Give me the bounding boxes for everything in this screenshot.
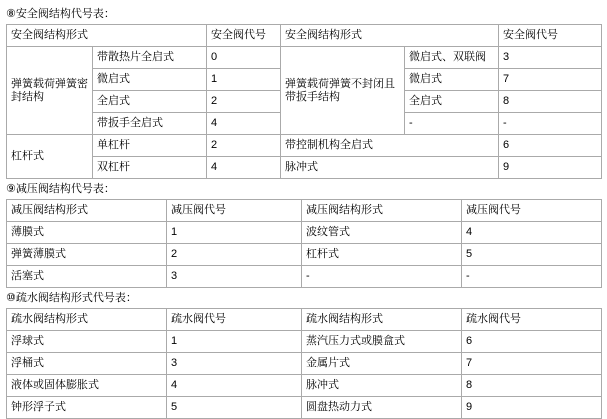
table-cell: 波纹管式 [302,222,462,244]
table-cell: 带扳手全启式 [93,113,207,135]
table-cell: 4 [167,375,302,397]
table-cell: 5 [167,397,302,419]
table-cell: 9 [499,157,602,179]
table-cell: 2 [167,244,302,266]
table-header-cell: 减压阀代号 [167,200,302,222]
table-header-cell: 减压阀结构形式 [7,200,167,222]
table-cell: 全启式 [93,91,207,113]
table-row [7,353,602,375]
table-header-cell: 减压阀代号 [462,200,602,222]
group-label-cell: 弹簧载荷弹簧不封闭且带扳手结构 [281,47,405,135]
table-cell: 微启式 [405,69,499,91]
table-row [7,375,602,397]
table-row [7,266,602,288]
table-cell: 薄膜式 [7,222,167,244]
table-header-row [7,25,602,47]
table-cell: - [499,113,602,135]
table-cell: 钟形浮子式 [7,397,167,419]
table-cell: 杠杆式 [302,244,462,266]
table-header-cell: 安全阀代号 [207,25,281,47]
pressure-reducing-valve-code-table [6,199,602,288]
section-title-steam-trap: ⑩疏水阀结构形式代号表： [6,292,137,304]
table-cell: 双杠杆 [93,157,207,179]
table-cell: 脉冲式 [302,375,462,397]
table-header-cell: 疏水阀代号 [167,309,302,331]
table-header-cell: 安全阀结构形式 [281,25,499,47]
group-label-cell: 弹簧载荷弹簧密封结构 [7,47,93,135]
table-cell: 单杠杆 [93,135,207,157]
table-header-row [7,309,602,331]
table-header-cell: 安全阀结构形式 [7,25,207,47]
table-header-cell: 安全阀代号 [499,25,602,47]
table-cell: 8 [499,91,602,113]
table-cell: 蒸汽压力式或膜盒式 [302,331,462,353]
table-cell: 6 [499,135,602,157]
table-header-row [7,200,602,222]
table-row [7,331,602,353]
table-cell: - [405,113,499,135]
table-row [7,397,602,419]
table-cell: 7 [499,69,602,91]
table-cell: 全启式 [405,91,499,113]
table-cell: 2 [207,135,281,157]
table-cell: 8 [462,375,602,397]
table-cell: 3 [499,47,602,69]
table-row [7,244,602,266]
steam-trap-code-table [6,308,602,419]
table-cell: 1 [167,331,302,353]
table-cell: 1 [207,69,281,91]
table-cell: 浮球式 [7,331,167,353]
table-header-cell: 疏水阀代号 [462,309,602,331]
table-cell: - [462,266,602,288]
safety-valve-code-table [6,24,602,179]
table-header-cell: 疏水阀结构形式 [7,309,167,331]
table-cell: 9 [462,397,602,419]
table-cell: 2 [207,91,281,113]
table-cell: 1 [167,222,302,244]
table-cell: 弹簧薄膜式 [7,244,167,266]
table-cell: 4 [462,222,602,244]
table-cell: 圆盘热动力式 [302,397,462,419]
table-cell: 3 [167,266,302,288]
table-row [7,135,602,157]
table-cell: 液体或固体膨胀式 [7,375,167,397]
table-cell: 金属片式 [302,353,462,375]
table-cell: 4 [207,113,281,135]
table-cell: 微启式 [93,69,207,91]
table-cell: 6 [462,331,602,353]
section-title-safety-valve: ⑧安全阀结构代号表： [6,8,115,20]
table-cell: 活塞式 [7,266,167,288]
section-title-pressure-reducing-valve: ⑨减压阀结构代号表： [6,183,115,195]
group-label-cell: 杠杆式 [7,135,93,179]
table-row [7,157,602,179]
table-cell: 带控制机构全启式 [281,135,499,157]
table-cell: 3 [167,353,302,375]
table-header-cell: 疏水阀结构形式 [302,309,462,331]
table-cell: 带散热片全启式 [93,47,207,69]
table-cell: 微启式、双联阀 [405,47,499,69]
table-cell: 浮桶式 [7,353,167,375]
table-cell: 脉冲式 [281,157,499,179]
table-cell: 4 [207,157,281,179]
table-header-cell: 减压阀结构形式 [302,200,462,222]
table-row [7,47,602,69]
table-cell: 5 [462,244,602,266]
table-row [7,222,602,244]
table-cell: 0 [207,47,281,69]
table-cell: 7 [462,353,602,375]
table-cell: - [302,266,462,288]
